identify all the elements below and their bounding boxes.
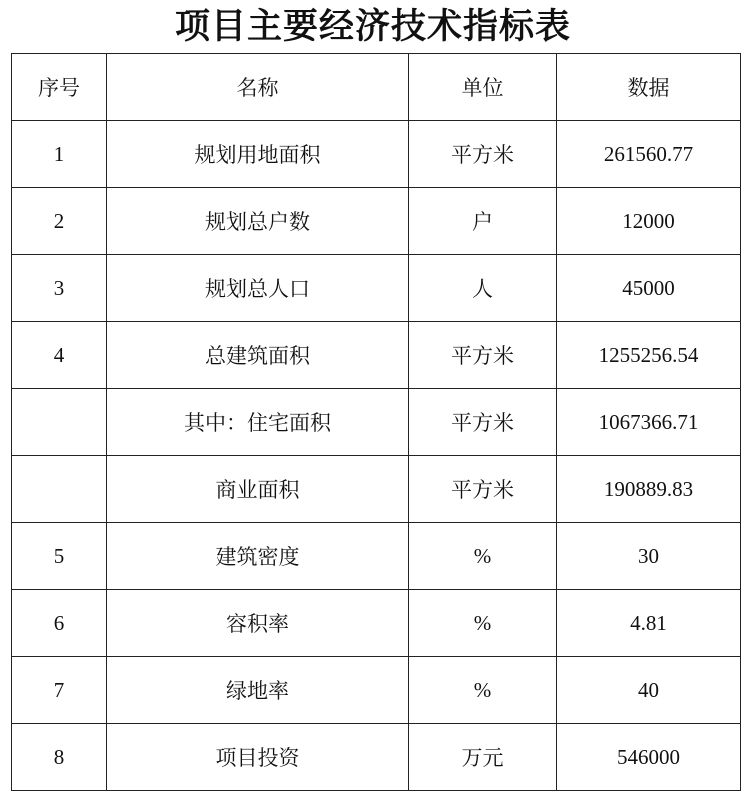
cell-name: 规划用地面积	[107, 121, 409, 188]
cell-name: 规划总户数	[107, 188, 409, 255]
cell-unit: 户	[409, 188, 557, 255]
cell-unit: 平方米	[409, 389, 557, 456]
cell-name: 项目投资	[107, 724, 409, 791]
cell-data: 40	[557, 657, 741, 724]
table-row	[12, 255, 741, 322]
cell-no: 8	[12, 724, 107, 791]
cell-no	[12, 389, 107, 456]
cell-data: 1255256.54	[557, 322, 741, 389]
cell-no	[12, 456, 107, 523]
table-row	[12, 724, 741, 791]
table-row	[12, 121, 741, 188]
cell-data: 30	[557, 523, 741, 590]
cell-name: 规划总人口	[107, 255, 409, 322]
cell-unit: %	[409, 657, 557, 724]
cell-name: 总建筑面积	[107, 322, 409, 389]
cell-no: 5	[12, 523, 107, 590]
header-no: 序号	[12, 54, 107, 121]
header-unit: 单位	[409, 54, 557, 121]
cell-no: 3	[12, 255, 107, 322]
cell-no: 1	[12, 121, 107, 188]
cell-unit: 万元	[409, 724, 557, 791]
cell-name: 其中：住宅面积	[107, 389, 409, 456]
page-title: 项目主要经济技术指标表	[174, 7, 571, 47]
cell-data: 1067366.71	[557, 389, 741, 456]
header-data: 数据	[557, 54, 741, 121]
cell-unit: %	[409, 523, 557, 590]
table-row	[12, 590, 741, 657]
cell-no: 2	[12, 188, 107, 255]
table-row	[12, 389, 741, 456]
cell-data: 546000	[557, 724, 741, 791]
cell-no: 7	[12, 657, 107, 724]
cell-name: 商业面积	[107, 456, 409, 523]
table-row	[12, 322, 741, 389]
cell-unit: 平方米	[409, 121, 557, 188]
cell-unit: 平方米	[409, 322, 557, 389]
cell-no: 6	[12, 590, 107, 657]
cell-name: 容积率	[107, 590, 409, 657]
cell-data: 4.81	[557, 590, 741, 657]
cell-name: 绿地率	[107, 657, 409, 724]
cell-no: 4	[12, 322, 107, 389]
table-row	[12, 523, 741, 590]
cell-data: 45000	[557, 255, 741, 322]
cell-data: 190889.83	[557, 456, 741, 523]
header-name: 名称	[107, 54, 409, 121]
cell-data: 12000	[557, 188, 741, 255]
table-header-row	[12, 54, 741, 121]
cell-data: 261560.77	[557, 121, 741, 188]
table-row	[12, 456, 741, 523]
indicator-table	[11, 53, 741, 791]
cell-unit: %	[409, 590, 557, 657]
cell-unit: 平方米	[409, 456, 557, 523]
cell-unit: 人	[409, 255, 557, 322]
table-row	[12, 657, 741, 724]
table-row	[12, 188, 741, 255]
cell-name: 建筑密度	[107, 523, 409, 590]
